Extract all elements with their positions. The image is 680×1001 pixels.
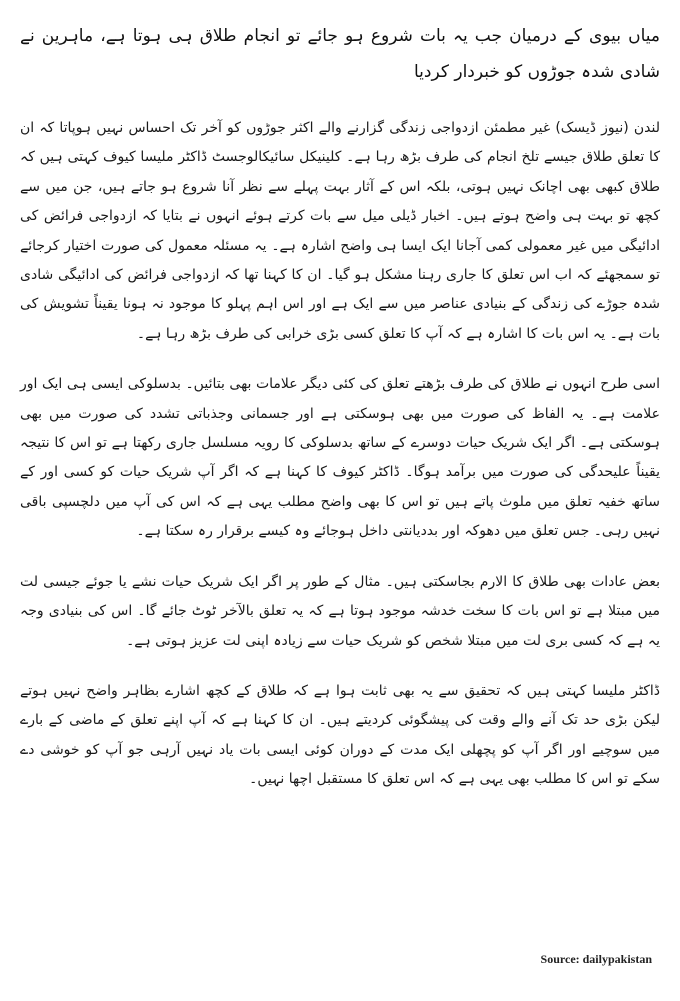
article-paragraph-2: اسی طرح انہوں نے طلاق کی طرف بڑھتے تعلق کی کئی دیگر علامات بھی بتائیں۔ بدسلوکی ایسی ہی ایک اور علامت ہے۔ یہ الفاظ کی صورت میں بھی ہوسکتی ہے اور جسمانی وجذباتی تشدد کی صورت میں بھی ہوسکتی ہے۔ اگر ایک شریک حیات دوسرے کے ساتھ بدسلوکی کا رویہ مسلسل جاری رکھتا ہے تو اس کا نتیجہ یقیناً علیحدگی کی صورت میں برآمد ہوگا۔ ڈاکٹر کیوف کا کہنا ہے کہ اگر آپ شریک حیات کو کسی اور کے ساتھ خفیہ تعلق میں ملوث پاتے ہیں تو اس کا بھی واضح مطلب یہی ہے کہ اس کی آپ میں دلچسپی باقی نہیں رہی۔ جس تعلق میں دھوکہ اور بددیانتی داخل ہوجائے وہ کیسے برقرار رہ سکتا ہے۔: [20, 376, 660, 540]
article-paragraph-1: لندن (نیوز ڈیسک) غیر مطمئن ازدواجی زندگی گزارنے والے اکثر جوڑوں کو آخر تک احساس نہیں ہوپاتا کہ ان کا تعلق طلاق جیسے تلخ انجام کی طرف بڑھ رہا ہے۔ کلینیکل سائیکالوجسٹ ڈاکٹر ملیسا کیوف کہتی ہیں کہ طلاق کبھی بھی اچانک نہیں ہوتی، بلکہ اس کے آثار بہت پہلے سے نظر آنا شروع ہو جاتے ہیں، جن میں سے کچھ تو بہت ہی واضح ہوتے ہیں۔ اخبار ڈیلی میل سے بات کرتے ہوئے انہوں نے بتایا کہ ازدواجی فرائض کی ادائیگی میں غیر معمولی کمی آجانا ایک ایسا ہی واضح اشارہ ہے۔ یہ مسئلہ معمول کی صورت اختیار کرجائے تو سمجھئے کہ اب اس تعلق کا جاری رہنا مشکل ہو گیا۔ ان کا کہنا تھا کہ ازدواجی فرائض کی ادائیگی شادی شدہ جوڑے کی زندگی کے بنیادی عناصر میں سے ایک ہے اور اس اہم پہلو کا موجود نہ ہونا یقیناً تشویش کی بات ہے۔ یہ اس بات کا اشارہ ہے کہ آپ کا تعلق کسی بڑی خرابی کی طرف بڑھ رہا ہے۔: [20, 120, 660, 342]
article-paragraph-4: ڈاکٹر ملیسا کہتی ہیں کہ تحقیق سے یہ بھی ثابت ہوا ہے کہ طلاق کے کچھ اشارے بظاہر واضح نہیں ہوتے لیکن بڑی حد تک آنے والے وقت کی پیشگوئی کردیتے ہیں۔ ان کا کہنا ہے کہ آپ اپنے تعلق کے ماضی کے بارے میں سوچیے اور اگر آپ کو پچھلی ایک مدت کے دوران کوئی ایسی بات یاد نہیں آرہی جو آپ کو خوشی دے سکے تو اس کا مطلب بھی یہی ہے کہ اس تعلق کا مستقبل اچھا نہیں۔: [20, 682, 660, 788]
source-credit: Source: dailypakistan: [540, 952, 652, 966]
article: [20, 18, 660, 816]
article-headline: میاں بیوی کے درمیان جب یہ بات شروع ہو جائے تو انجام طلاق ہی ہوتا ہے، ماہرین نے شادی شدہ جوڑوں کو خبردار کردیا: [20, 26, 660, 82]
article-paragraph-3: بعض عادات بھی طلاق کا الارم بجاسکتی ہیں۔ مثال کے طور پر اگر ایک شریک حیات نشے یا جوئے جیسی لت میں مبتلا ہے تو اس بات کا سخت خدشہ موجود ہوتا ہے کہ یہ تعلق بالآخر ٹوٹ جائے گا۔ اس کی بنیادی وجہ یہ ہے کہ کسی بری لت میں مبتلا شخص کو شریک حیات سے زیادہ اپنی لت عزیز ہوتی ہے۔: [20, 573, 660, 649]
